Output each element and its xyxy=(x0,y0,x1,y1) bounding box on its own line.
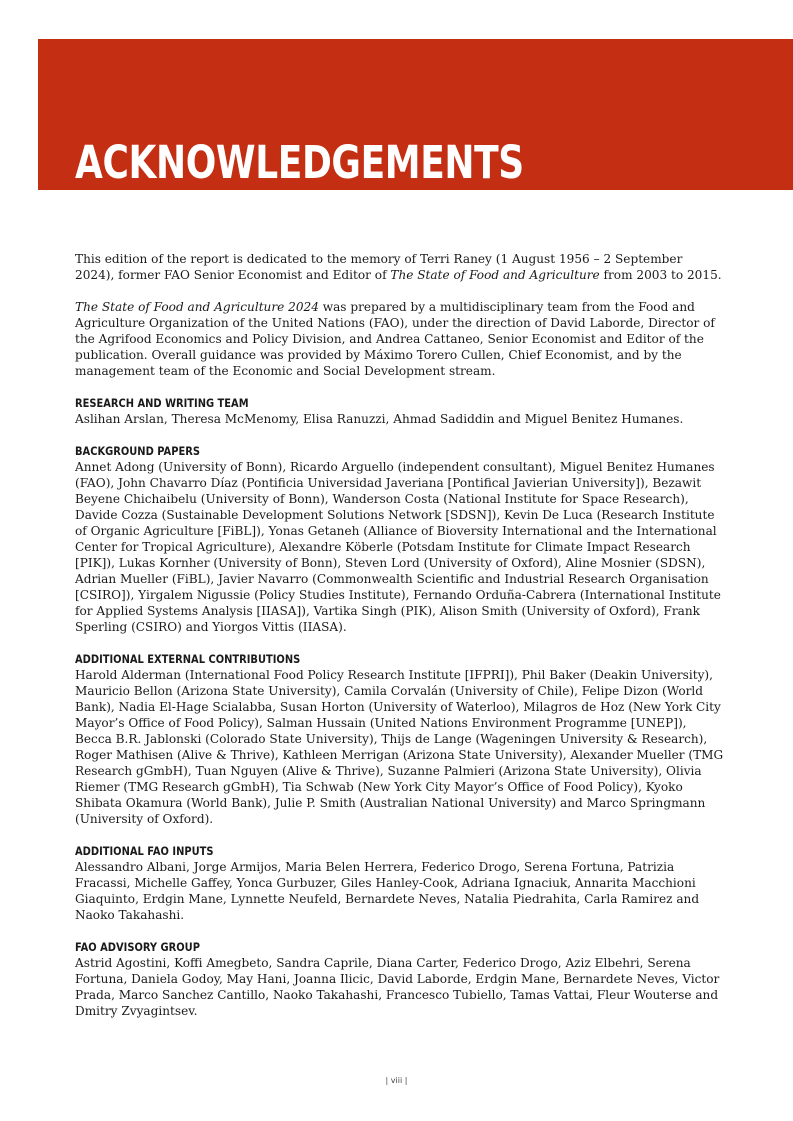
section-text: Harold Alderman (International Food Policy Research Institute [IFPRI]), Phil Baker (Deakin University), Mauricio Bellon (Arizona State University), Camila Corvalán (University of Chile), Felipe Dizon (World Bank), Nadia El-Hage Scialabba, Susan Horton (University of Waterloo), Milagros de Hoz (New York City Mayor’s Office of Food Policy), Salman Hussain (United Nations Environment Programme [UNEP]), Becca B.R. Jablonski (Colorado State University), Thijs de Lange (Wageningen University & Research), Roger Mathisen (Alive & Thrive), Kathleen Merrigan (Arizona State University), Alexander Mueller (TMG Research gGmbH), Tuan Nguyen (Alive & Thrive), Suzanne Palmieri (Arizona State University), Olivia Riemer (TMG Research gGmbH), Tia Schwab (New York City Mayor’s Office of Food Policy), Kyoko Shibata Okamura (World Bank), Julie P. Smith (Australian National University) and Marco Springmann (University of Oxford). xyxy=(75,668,724,826)
prepared-text: was prepared by a multidisciplinary team from the Food and Agriculture Organization of the United Nations (FAO), under the direction of David Laborde, Director of the Agrifood Economics and Policy Division, and Andrea Cattaneo, Senior Economist and Editor of the publication. Overall guidance was provided by Máximo Torero Cullen, Chief Economist, and by the management team of the Economic and Social Development stream. xyxy=(75,300,715,378)
section-heading: FAO ADVISORY GROUP xyxy=(75,940,200,954)
publication-title-2024: The State of Food and Agriculture 2024 xyxy=(75,300,319,314)
prepared-paragraph xyxy=(75,299,725,379)
page-title: ACKNOWLEDGEMENTS xyxy=(75,136,524,189)
section-research-team xyxy=(75,395,725,427)
section-advisory-group xyxy=(75,939,725,1019)
section-background-papers xyxy=(75,443,725,635)
dedication-text-2: from 2003 to 2015. xyxy=(599,268,722,282)
section-heading: BACKGROUND PAPERS xyxy=(75,444,200,458)
page-number: | viii | xyxy=(385,1076,408,1085)
section-heading: ADDITIONAL EXTERNAL CONTRIBUTIONS xyxy=(75,652,301,666)
dedication-paragraph xyxy=(75,251,725,283)
dedication-text-1: This edition of the report is dedicated to the memory of Terri Raney (1 August 1956 – 2 September 2024), former FAO Senior Economist and Editor of xyxy=(75,252,683,282)
section-heading: ADDITIONAL FAO INPUTS xyxy=(75,844,214,858)
section-heading: RESEARCH AND WRITING TEAM xyxy=(75,396,249,410)
section-text: Astrid Agostini, Koffi Amegbeto, Sandra Caprile, Diana Carter, Federico Drogo, Aziz Elbehri, Serena Fortuna, Daniela Godoy, May Hani, Joanna Ilicic, David Laborde, Erdgin Mane, Bernardete Neves, Victor Prada, Marco Sanchez Cantillo, Naoko Takahashi, Francesco Tubiello, Tamas Vattai, Fleur Wouterse and Dmitry Zvyagintsev. xyxy=(75,956,720,1018)
publication-title: The State of Food and Agriculture xyxy=(390,268,600,282)
section-fao-inputs xyxy=(75,843,725,923)
section-external-contributions xyxy=(75,651,725,827)
section-text: Aslihan Arslan, Theresa McMenomy, Elisa Ranuzzi, Ahmad Sadiddin and Miguel Benitez Humanes. xyxy=(75,412,684,426)
section-text: Alessandro Albani, Jorge Armijos, Maria Belen Herrera, Federico Drogo, Serena Fortuna, Patrizia Fracassi, Michelle Gaffey, Yonca Gurbuzer, Giles Hanley-Cook, Adriana Ignaciuk, Annarita Macchioni Giaquinto, Erdgin Mane, Lynnette Neufeld, Bernardete Neves, Natalia Piedrahita, Carla Ramirez and Naoko Takahashi. xyxy=(75,860,700,922)
section-text: Annet Adong (University of Bonn), Ricardo Arguello (independent consultant), Miguel Benitez Humanes (FAO), John Chavarro Díaz (Pontificia Universidad Javeriana [Pontifical Javierian University]), Bezawit Beyene Chichaibelu (University of Bonn), Wanderson Costa (National Institute for Space Research), Davide Cozza (Sustainable Development Solutions Network [SDSN]), Kevin De Luca (Research Institute of Organic Agriculture [FiBL]), Yonas Getaneh (Alliance of Bioversity International and the International Center for Tropical Agriculture), Alexandre Köberle (Potsdam Institute for Climate Impact Research [PIK]), Lukas Kornher (University of Bonn), Steven Lord (University of Oxford), Aline Mosnier (SDSN), Adrian Mueller (FiBL), Javier Navarro (Commonwealth Scientific and Industrial Research Organisation [CSIRO]), Yirgalem Nigussie (Policy Studies Institute), Fernando Orduña-Cabrera (International Institute for Applied Systems Analysis [IIASA]), Vartika Singh (PIK), Alison Smith (University of Oxford), Frank Sperling (CSIRO) and Yiorgos Vittis (IIASA). xyxy=(75,460,721,634)
header-banner xyxy=(38,39,793,190)
acknowledgements-body xyxy=(75,251,725,1035)
